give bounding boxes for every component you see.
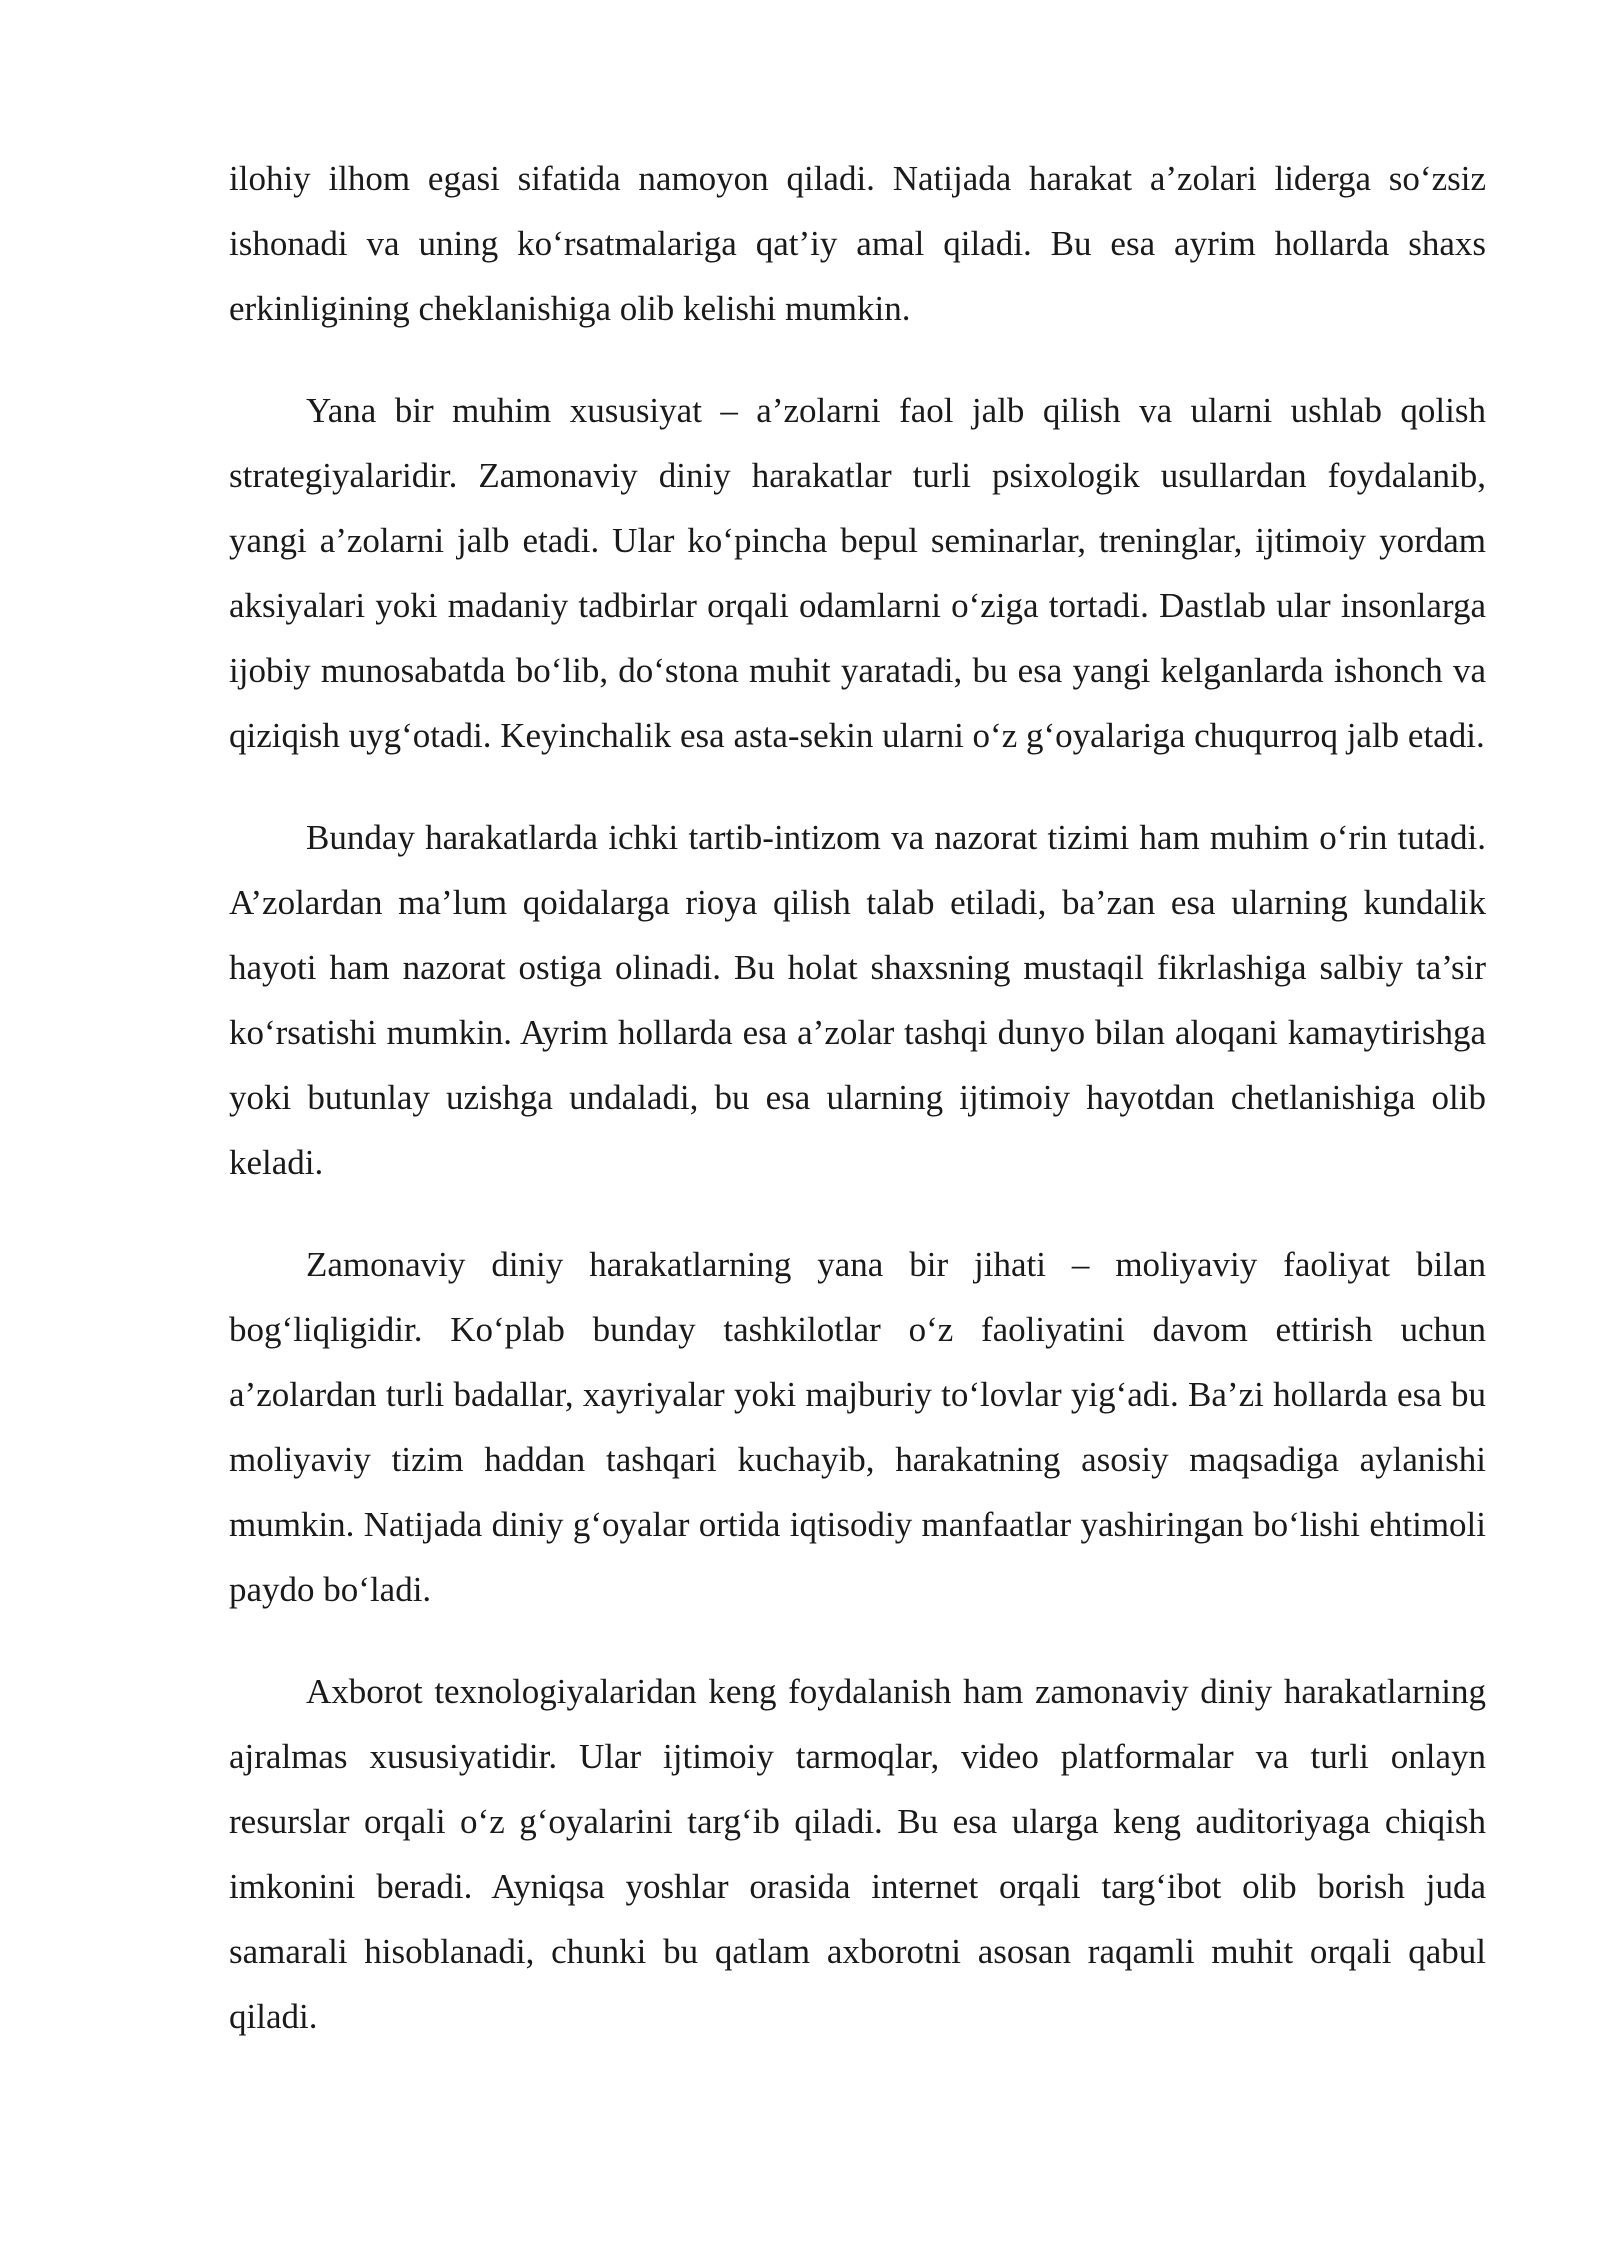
paragraph-3: Bunday harakatlarda ichki tartib-intizom va nazorat tizimi ham muhim o‘rin tutadi. A’zolardan ma’lum qoidalarga rioya qilish talab etiladi, ba’zan esa ularning kundalik hayoti ham nazorat ostiga olinadi. Bu holat shaxsning mustaqil fikrlashiga salbiy ta’sir ko‘rsatishi mumkin. Ayrim hollarda esa a’zolar tashqi dunyo bilan aloqani kamaytirishga yoki butunlay uzishga undaladi, bu esa ularning ijtimoiy hayotdan chetlanishiga olib keladi.: [229, 818, 1486, 1182]
paragraph-5: Axborot texnologiyalaridan keng foydalanish ham zamonaviy diniy harakatlarning ajralmas xususiyatidir. Ular ijtimoiy tarmoqlar, video platformalar va turli onlayn resurslar orqali o‘z g‘oyalarini targ‘ib qiladi. Bu esa ularga keng auditoriyaga chiqish imkonini beradi. Ayniqsa yoshlar orasida internet orqali targ‘ibot olib borish juda samarali hisoblanadi, chunki bu qatlam axborotni asosan raqamli muhit orqali qabul qiladi.: [229, 1672, 1486, 2036]
text-column: [229, 146, 1486, 2049]
paragraph-1: ilohiy ilhom egasi sifatida namoyon qiladi. Natijada harakat a’zolari liderga so‘zsiz ishonadi va uning ko‘rsatmalariga qat’iy amal qiladi. Bu esa ayrim hollarda shaxs erkinligining cheklanishiga olib kelishi mumkin.: [229, 159, 1486, 328]
paragraph-4: Zamonaviy diniy harakatlarning yana bir jihati – moliyaviy faoliyat bilan bog‘liqligidir. Ko‘plab bunday tashkilotlar o‘z faoliyatini davom ettirish uchun a’zolardan turli badallar, xayriyalar yoki majburiy to‘lovlar yig‘adi. Ba’zi hollarda esa bu moliyaviy tizim haddan tashqari kuchayib, harakatning asosiy maqsadiga aylanishi mumkin. Natijada diniy g‘oyalar ortida iqtisodiy manfaatlar yashiringan bo‘lishi ehtimoli paydo bo‘ladi.: [229, 1245, 1486, 1609]
paragraph-2: Yana bir muhim xususiyat – a’zolarni faol jalb qilish va ularni ushlab qolish strategiyalaridir. Zamonaviy diniy harakatlar turli psixologik usullardan foydalanib, yangi a’zolarni jalb etadi. Ular ko‘pincha bepul seminarlar, treninglar, ijtimoiy yordam aksiyalari yoki madaniy tadbirlar orqali odamlarni o‘ziga tortadi. Dastlab ular insonlarga ijobiy munosabatda bo‘lib, do‘stona muhit yaratadi, bu esa yangi kelganlarda ishonch va qiziqish uyg‘otadi. Keyinchalik esa asta-sekin ularni o‘z g‘oyalariga chuqurroq jalb etadi.: [229, 391, 1486, 755]
